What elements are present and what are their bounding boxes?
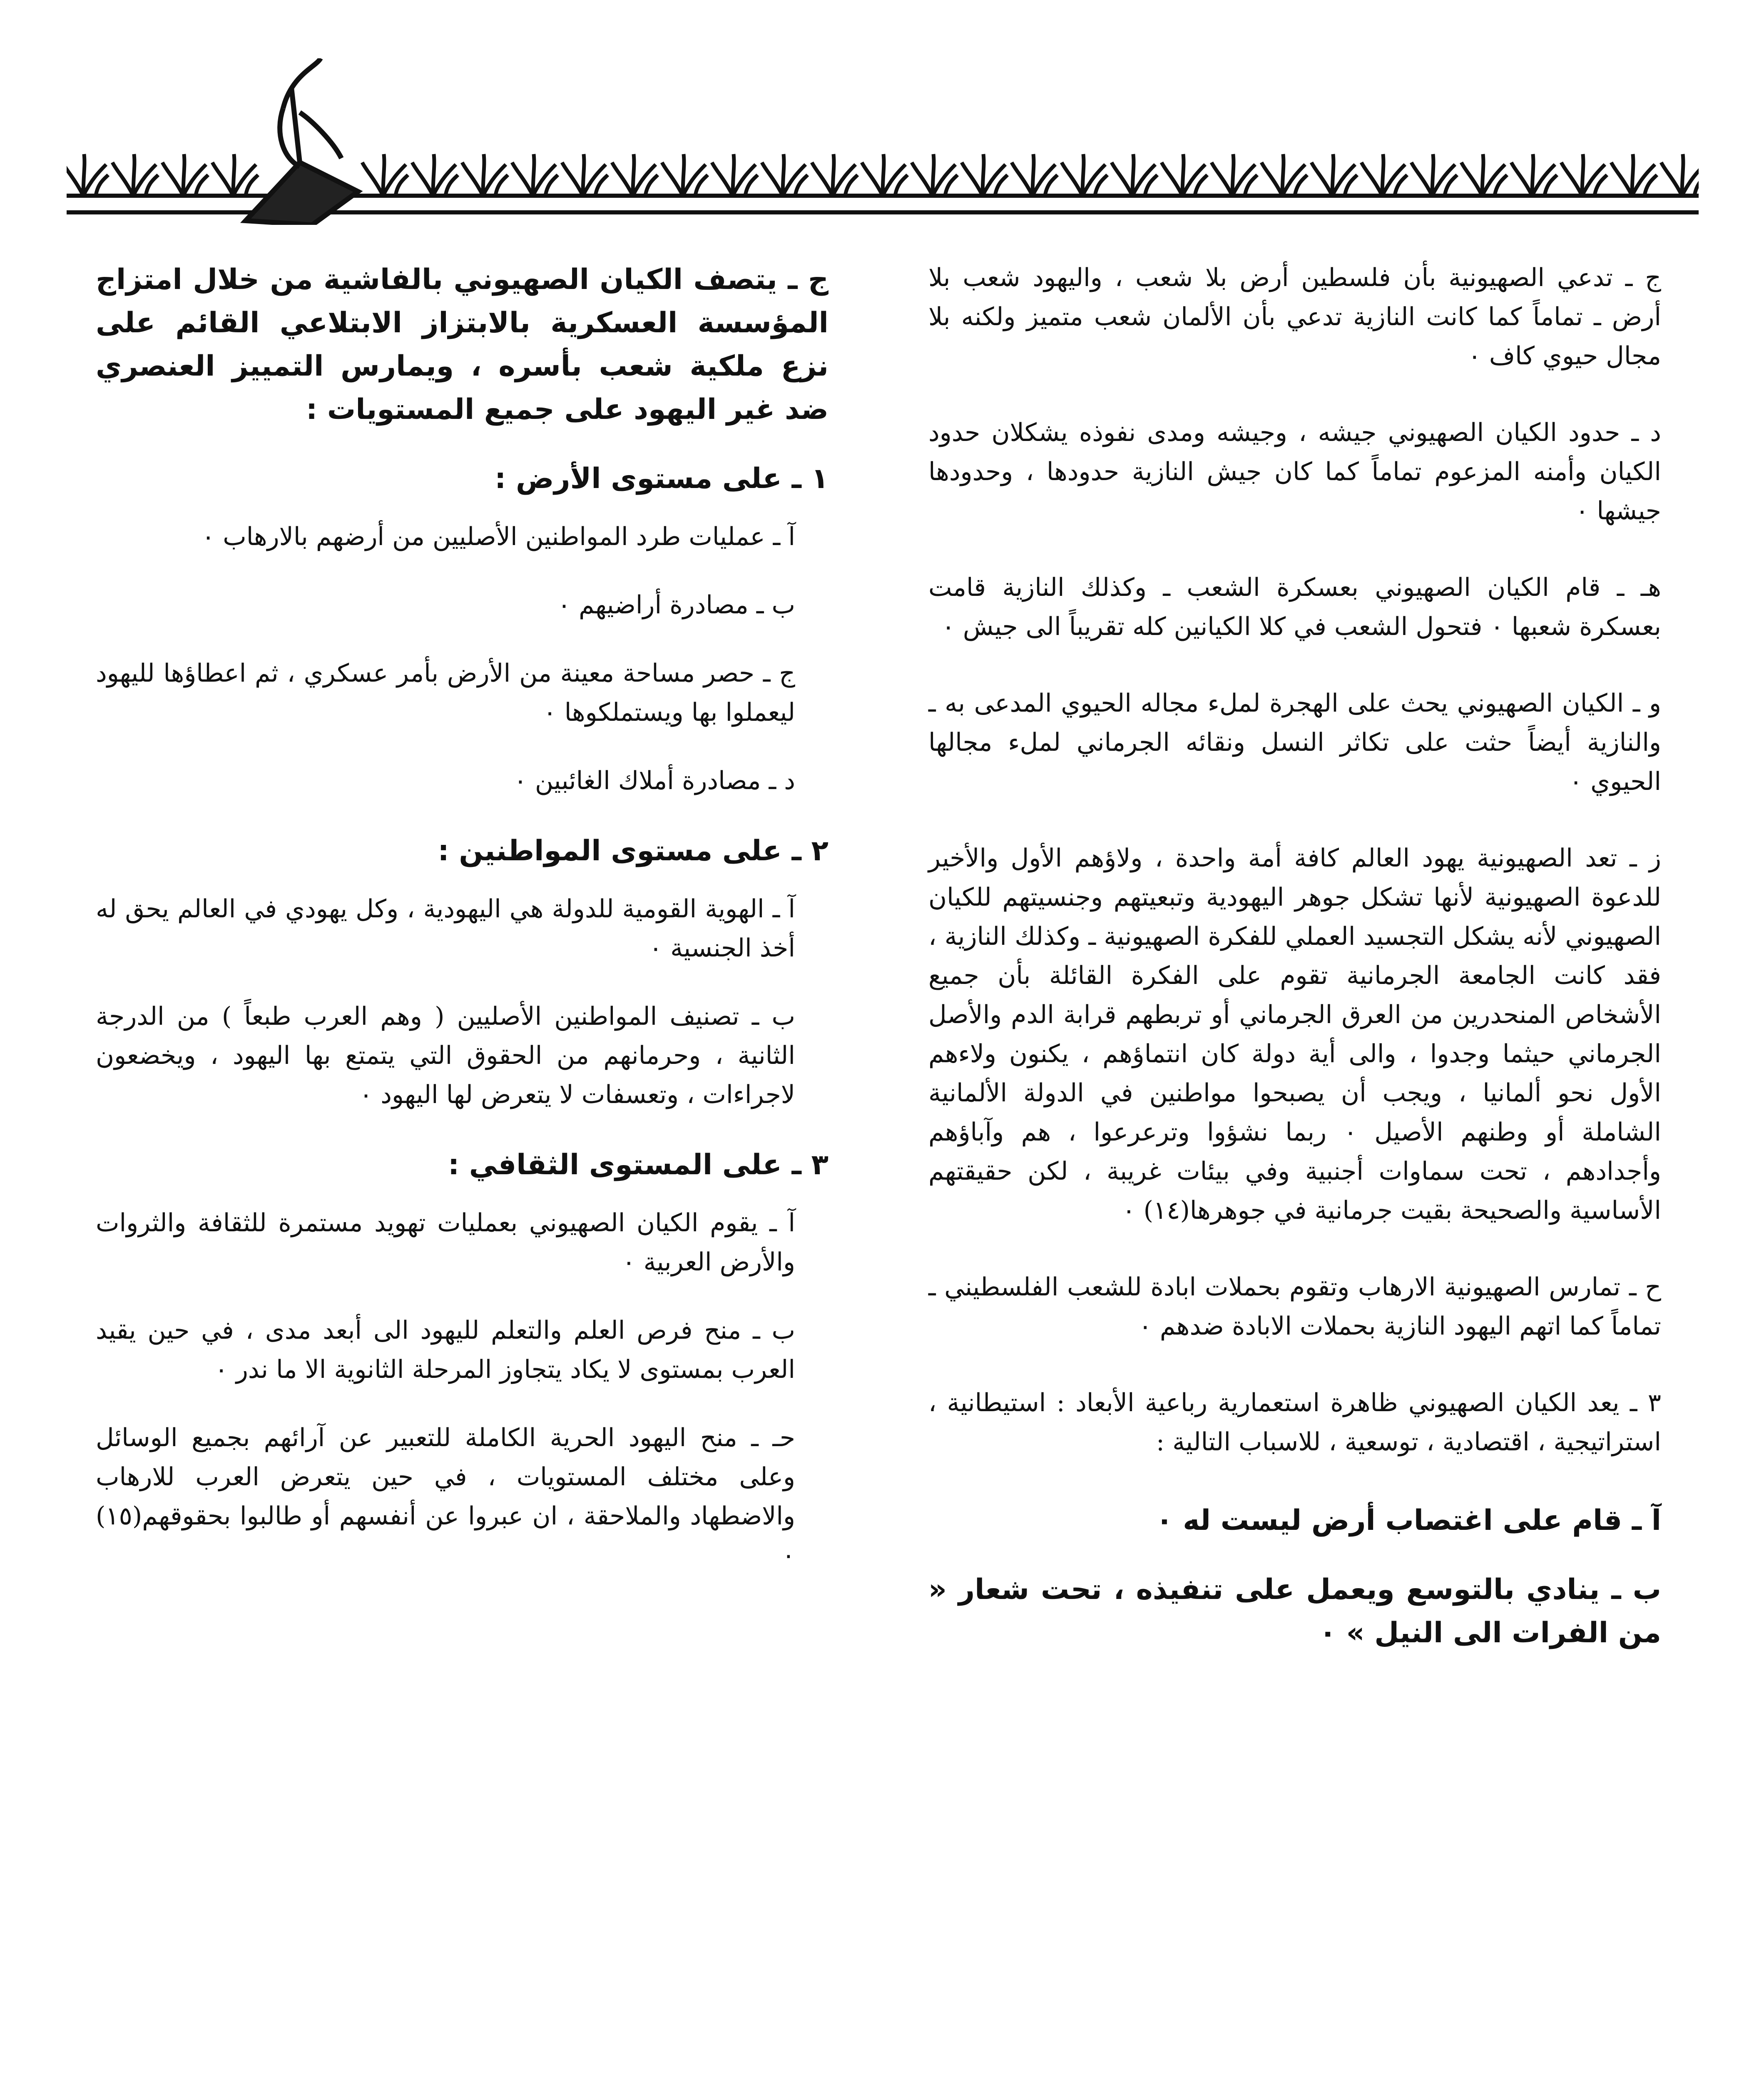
left-list-item: آ ـ يقوم الكيان الصهيوني بعمليات تهويد مستمرة للثقافة والثروات والأرض العربية ٠ [96,1208,795,1277]
right-paragraph: ٣ ـ يعد الكيان الصهيوني ظاهرة استعمارية رباعية الأبعاد : استيطانية ، استراتيجية ، اقتصادية ، توسعية ، للاسباب التالية : [928,1388,1661,1457]
grass-tuft [1162,154,1207,196]
left-list-item: ب ـ مصادرة أراضيهم ٠ [557,590,795,620]
left-column [96,258,829,1604]
grass-tuft [162,154,208,196]
right-paragraph: ح ـ تمارس الصهيونية الارهاب وتقوم بحملات ابادة للشعب الفلسطيني ـ تماماً كما اتهم اليهود النازية بحملات الابادة ضدهم ٠ [928,1273,1661,1341]
grass-tuft [1461,154,1507,196]
grass-tuft [1311,154,1357,196]
left-bold-heading: ج ـ يتصف الكيان الصهيوني بالفاشية من خلال امتزاج المؤسسة العسكرية بالابتزاز الابتلاعي القائم على نزع ملكية شعب بأسره ، ويمارس التمييز العنصري ضد غير اليهود على جميع المستويات : [96,263,829,426]
right-paragraph: هـ ـ قام الكيان الصهيوني بعسكرة الشعب ـ وكذلك النازية قامت بعسكرة شعبها ٠ فتحول الشعب في كلا الكيانين كله تقريباً الى جيش ٠ [928,573,1661,641]
grass-tuft [512,154,558,196]
right-paragraph: ج ـ تدعي الصهيونية بأن فلسطين أرض بلا شعب ، واليهود شعب بلا أرض ـ تماماً كما كانت النازية تدعي بأن الألمان شعب متميز ولكنه بلا مجال حيوي كاف ٠ [928,263,1661,371]
quill-inkwell-icon [246,58,358,225]
left-section-heading: ٢ ـ على مستوى المواطنين : [438,834,829,867]
grass-tuft [1511,154,1557,196]
grass-tuft [462,154,508,196]
left-list-item: آ ـ عمليات طرد المواطنين الأصليين من أرضهم بالارهاب ٠ [201,522,795,551]
left-section-heading: ١ ـ على مستوى الأرض : [495,462,829,495]
grass-tuft [712,154,758,196]
grass-tuft [612,154,658,196]
grass-tuft [762,154,808,196]
left-section-heading: ٣ ـ على المستوى الثقافي : [448,1148,829,1181]
grass-tuft [1361,154,1407,196]
grass-tuft [812,154,858,196]
grass-tuft [1611,154,1657,196]
grass-tuft [1561,154,1607,196]
grass-tuft [1661,154,1699,196]
grass-tuft [912,154,958,196]
grass-tuft [1261,154,1307,196]
grass-tuft [1411,154,1457,196]
grass-tuft [67,154,108,196]
left-list-item: حـ ـ منح اليهود الحرية الكاملة للتعبير عن آرائهم بجميع الوسائل وعلى مختلف المستويات ، في حين يتعرض العرب للارهاب والاضطهاد والملاحقة ، ان عبروا عن أنفسهم أو طالبوا بحقوقهم(١٥) ٠ [96,1423,795,1570]
header-ornament [67,58,1699,225]
grass-tuft [112,154,158,196]
right-paragraph: د ـ حدود الكيان الصهيوني جيشه ، وجيشه ومدى نفوذه يشكلان حدود الكيان وأمنه المزعوم تماماً كما كان جيش النازية حدودها ، وحدودها جيشها ٠ [928,418,1661,525]
grass-tuft [1112,154,1157,196]
left-list-item: د ـ مصادرة أملاك الغائبين ٠ [513,766,795,795]
left-list-item: آ ـ الهوية القومية للدولة هي اليهودية ، وكل يهودي في العالم يحق له أخذ الجنسية ٠ [96,894,795,963]
left-list-item: ج ـ حصر مساحة معينة من الأرض بأمر عسكري ، ثم اعطاؤها لليهود ليعملوا بها ويستملكوها ٠ [96,659,795,727]
grass-tuft [962,154,1008,196]
right-column [928,258,1661,1681]
grass-tuft [662,154,708,196]
left-list-item: ب ـ منح فرص العلم والتعلم لليهود الى أبعد مدى ، في حين يقيد العرب بمستوى لا يكاد يتجاوز المرحلة الثانوية الا ما ندر ٠ [96,1316,796,1384]
grass-tuft [862,154,908,196]
grass-tuft [562,154,608,196]
grass-tuft [412,154,458,196]
left-list-item: ب ـ تصنيف المواطنين الأصليين ( وهم العرب طبعاً ) من الدرجة الثانية ، وحرمانهم من الحقوق التي يتمتع بها اليهود ، ويخضعون لاجراءات ، وتعسفات لا يتعرض لها اليهود ٠ [96,1002,795,1109]
grass-tuft [1012,154,1057,196]
grass-tuft [212,154,258,196]
grass-tuft [1212,154,1257,196]
right-paragraph: و ـ الكيان الصهيوني يحث على الهجرة لملء مجاله الحيوي المدعى به ـ والنازية أيضاً حثت على تكاثر النسل ونقائه الجرماني لملء مجالها الحيوي ٠ [928,689,1661,796]
right-paragraph: ز ـ تعد الصهيونية يهود العالم كافة أمة واحدة ، ولاؤهم الأول والأخير للدعوة الصهيونية لأنها تشكل جوهر اليهودية وتبعيتهم وجنسيتهم للكيان الصهيوني لأنه يشكل التجسيد العملي للفكرة الصهيونية ـ وكذلك النازية ، فقد كانت الجامعة الجرمانية تقوم على الفكرة القائلة بأن جميع الأشخاص المنحدرين من العرق الجرماني أو تربطهم قرابة الدم والأصل الجرماني حيثما وجدوا ، والى أية دولة كان انتماؤهم ، يكنون ولاءهم الأول نحو ألمانيا ، ويجب أن يصبحوا مواطنين في الدولة الألمانية الشاملة أو وطنهم الأصيل ٠ ربما نشؤوا وترعرعوا ، هم وآباؤهم وأجدادهم ، تحت سماوات أجنبية وفي بيئات غريبة ، لكن حقيقتهم الأساسية والصحيحة بقيت جرمانية في جوهرها(١٤) ٠ [928,844,1662,1225]
right-bold-heading: آ ـ قام على اغتصاب أرض ليست له ٠ [1156,1504,1661,1537]
grass-tuft [1062,154,1107,196]
right-bold-heading: ب ـ ينادي بالتوسع ويعمل على تنفيذه ، تحت شعار « من الفرات الى النيل » ٠ [928,1573,1661,1649]
grass-tuft [362,154,408,196]
